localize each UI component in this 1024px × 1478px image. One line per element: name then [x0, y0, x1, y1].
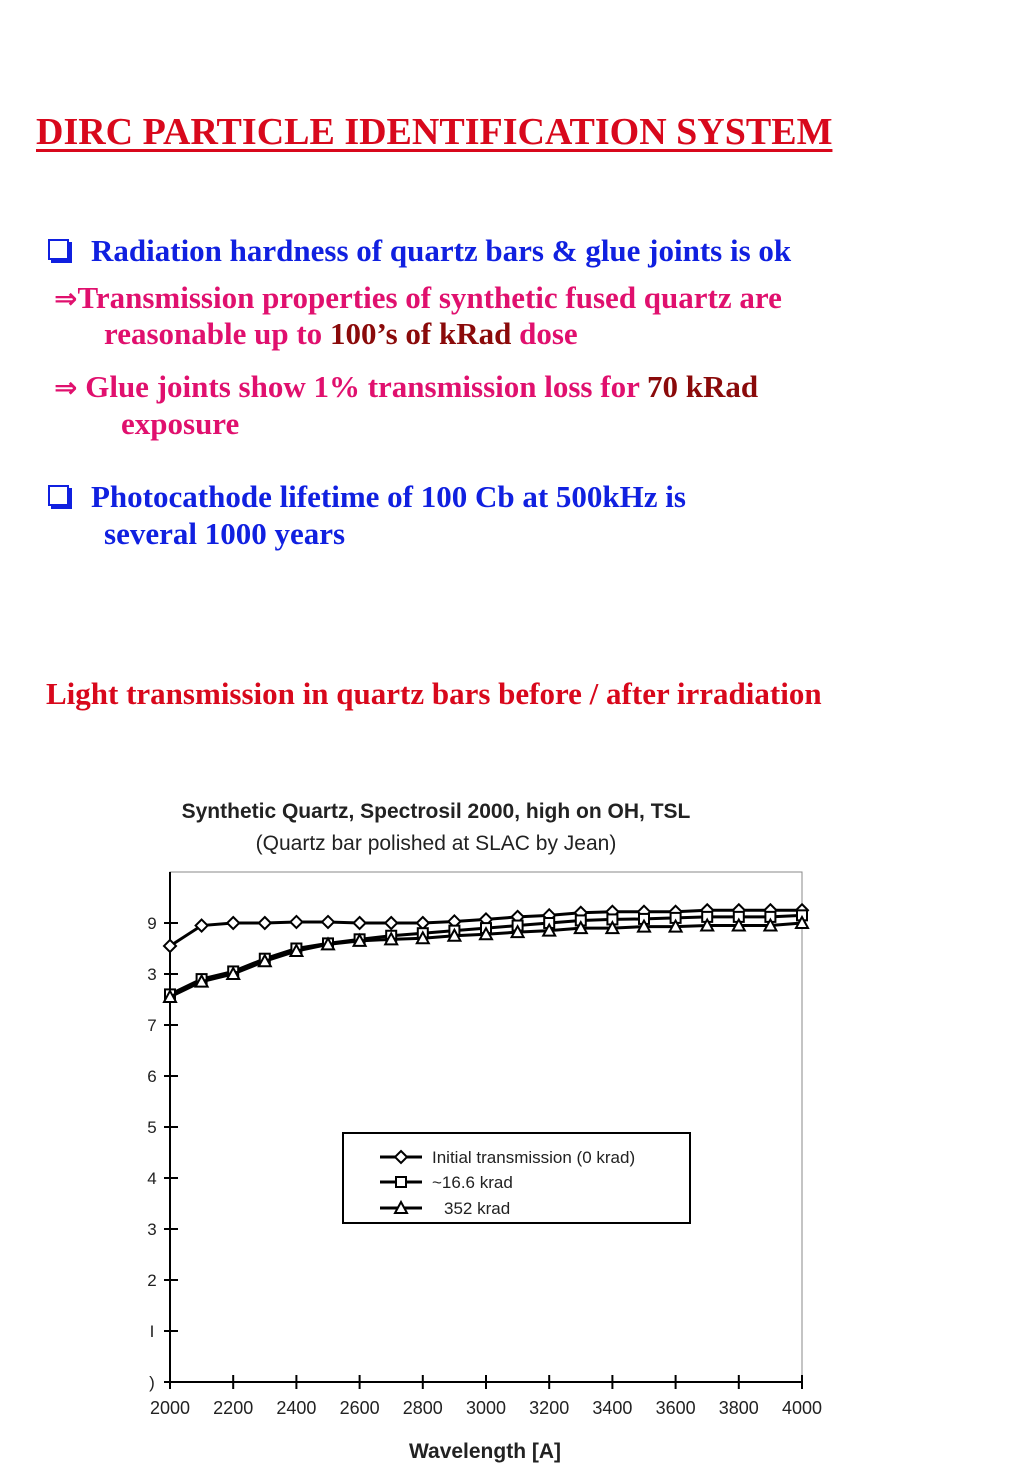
- highlight-dose: 100’s of kRad: [329, 316, 512, 351]
- y-tick-label: 4: [147, 1169, 157, 1188]
- subpoint-glue-joints: [54, 369, 758, 406]
- legend-label-2: ~16.6 krad: [432, 1173, 513, 1192]
- plot-frame: [170, 872, 802, 1382]
- y-tick-label: ): [149, 1373, 155, 1392]
- x-axis-label: Wavelength [A]: [408, 1440, 562, 1463]
- data-point-series-1: [385, 917, 397, 929]
- subpoint-transmission: [54, 280, 782, 317]
- legend: [343, 1133, 690, 1223]
- subpoint-text: Glue joints show 1% transmission loss for: [85, 369, 648, 404]
- y-tick-label: 3: [147, 965, 157, 984]
- y-tick-label: I: [149, 1322, 155, 1341]
- y-tick-label: 6: [147, 1067, 157, 1086]
- x-tick-label: 4000: [781, 1398, 823, 1418]
- data-point-series-1: [322, 916, 334, 928]
- bullet-photocathode-cont: [104, 516, 345, 552]
- y-tick-label: 3: [147, 1220, 157, 1239]
- subpoint-text: exposure: [121, 406, 240, 441]
- legend-label-3: 352 krad: [444, 1199, 511, 1218]
- subpoint-text: Transmission properties of synthetic fused quartz are: [77, 280, 782, 315]
- implies-arrow-icon: ⇒: [54, 282, 78, 315]
- page-title: DIRC PARTICLE IDENTIFICATION SYSTEM: [36, 111, 833, 153]
- data-point-series-1: [259, 917, 271, 929]
- x-tick-label: 2400: [276, 1398, 317, 1418]
- highlight-dose: 70 kRad: [647, 369, 759, 404]
- bullet-text: several 1000 years: [104, 516, 346, 551]
- x-tick-label: 2000: [149, 1398, 191, 1418]
- x-tick-label: 3600: [655, 1398, 696, 1418]
- y-tick-label: 7: [147, 1016, 157, 1035]
- y-tick-label: 9: [147, 914, 157, 933]
- subpoint-text: reasonable up to: [104, 316, 330, 351]
- bullet-text: Photocathode lifetime of 100 Cb at 500kHz is: [91, 479, 686, 514]
- bullet-radiation-hardness: [48, 233, 791, 269]
- checkbox-bullet-icon: [48, 485, 69, 506]
- bullet-photocathode: [48, 479, 686, 515]
- x-tick-label: 3200: [529, 1398, 570, 1418]
- data-point-series-1: [227, 917, 239, 929]
- transmission-chart: [0, 760, 1024, 1478]
- bullet-text: Radiation hardness of quartz bars & glue joints is ok: [91, 233, 792, 268]
- x-tick-label: 3000: [465, 1398, 507, 1418]
- figure-caption: Light transmission in quartz bars before / after irradiation: [46, 676, 822, 711]
- subpoint-text: dose: [511, 316, 578, 351]
- checkbox-bullet-icon: [48, 239, 69, 260]
- implies-arrow-icon: ⇒: [54, 371, 78, 404]
- y-tick-label: 2: [147, 1271, 157, 1290]
- data-point-series-1: [290, 916, 302, 928]
- subpoint-glue-joints-cont: [121, 406, 239, 442]
- data-point-series-1: [354, 917, 366, 929]
- chart-subtitle: (Quartz bar polished at SLAC by Jean): [255, 832, 617, 855]
- x-tick-label: 3800: [718, 1398, 759, 1418]
- x-tick-label: 2600: [339, 1398, 380, 1418]
- x-tick-label: 2800: [402, 1398, 443, 1418]
- legend-marker-2: [396, 1177, 406, 1187]
- subpoint-transmission-cont: [104, 316, 578, 352]
- x-tick-label: 3400: [592, 1398, 633, 1418]
- y-tick-label: 5: [147, 1118, 157, 1137]
- x-tick-label: 2200: [213, 1398, 254, 1418]
- legend-label-1: Initial transmission (0 krad): [432, 1148, 636, 1167]
- chart-title: Synthetic Quartz, Spectrosil 2000, high on OH, TSL: [181, 800, 691, 823]
